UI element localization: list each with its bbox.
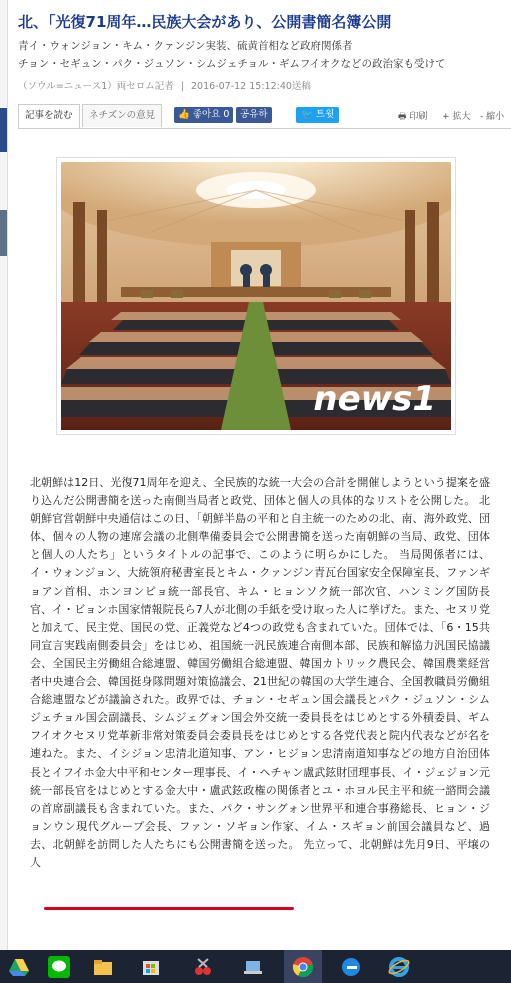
- shrink-button[interactable]: - 縮小: [480, 112, 505, 122]
- article-headline: 北、「光復71周年…民族大会があり、公開書簡名簿公開: [18, 13, 392, 31]
- assembly-hall-image: [61, 162, 451, 430]
- laptop-icon[interactable]: [242, 956, 264, 978]
- chrome-icon[interactable]: [292, 956, 314, 978]
- snipping-tool-icon[interactable]: [192, 956, 214, 978]
- windows-store-icon[interactable]: [140, 956, 162, 978]
- tweet-button[interactable]: [296, 107, 339, 123]
- minus-icon: -: [480, 112, 484, 122]
- edge-icon[interactable]: [340, 956, 362, 978]
- tweet-label: 트윗: [315, 109, 335, 120]
- thumbs-up-icon: 👍: [178, 109, 190, 120]
- enlarge-button[interactable]: + 拡大: [442, 112, 471, 122]
- google-drive-icon[interactable]: [8, 956, 30, 978]
- article-toolbar: [18, 104, 511, 129]
- article-source: （ソウル=ニュース1）両セロム記者: [18, 81, 174, 92]
- like-label: 좋아요 0: [192, 109, 230, 120]
- internet-explorer-icon[interactable]: [388, 956, 410, 978]
- highlight-underline: [44, 907, 294, 910]
- facebook-like-button[interactable]: [174, 107, 233, 123]
- meta-separator: |: [180, 81, 184, 92]
- sidebar-thumbnail[interactable]: [0, 210, 7, 256]
- news1-watermark: news1: [313, 379, 436, 419]
- file-explorer-icon[interactable]: [92, 956, 114, 978]
- article-subheadline: チョン・セギュン・パク・ジュソン・シムジェチョル・ギムフイオクなどの政治家も受けて: [18, 58, 446, 70]
- twitter-bird-icon: 🐦: [301, 109, 313, 120]
- tab-article[interactable]: 記事を読む: [18, 104, 80, 128]
- article-timestamp: 2016-07-12 15:12:40送稿: [191, 81, 311, 92]
- line-icon[interactable]: [48, 956, 70, 978]
- article-body: 北朝鮮は12日、光復71周年を迎え、全民族的な統一大会の合計を開催しようという提案を盛り込んだ公開書簡を送った南側当局者と政党、団体と個人の具体的なリストを公開した。 北朝鮮官営朝鮮中央通信はこの日、「朝鮮半島の平和と自主統一のための北、南、海外政党、団体、個々の人物の連席会議の北側準備委員会で公開書簡を送った南朝鮮の当局、政党、団体と個人の人たち」というタイトルの記事で、このように明らかにした。 当局関係者には、イ・ウォンジョン、大統領府秘書室長とキム・クァンジン青瓦台国家安全保障室長、ファンギョアン首相、ホンヨンピョ統一部長官、キム・ヒョンソク統一部次官、ハンミング国防長官、イ・ビョンホ国家情報院長ら7人が北側の手紙を受け取った人に挙げた。また、セヌリ党と加えて、民主党、国民の党、正義党など4つの政党も含まれていた。団体では、「6・15共同宣言実践南側委員会」をはじめ、祖国統一汎民族連合南側本部、民族和解協力汎国民協議会、全国民主労働組合総連盟、韓国労働組合総連盟、韓国カトリック農民会、韓国農業経営者中央連合会、韓国挺身隊問題対策協議会、21世紀の韓国の大学生連合、全国教職員労働組合総連盟などが議論された。政界では、チョン・セギュン国会議長とパク・ジュソン・シムジェチョル国会副議長、シムジェグォン国会外交統一委員長をはじめとする外積委員、ギムフイオクセヌリ党革新非常対策委員会委員長をはじめとする各党代表と院内代表などが名を連ねた。また、イシジョン忠清北道知事、アン・ヒジョン忠清南道知事などの地方自治団体長とイフイホ金大中平和センター理事長、イ・ヘチャン盧武鉉財団理事長、イ・ジェジョン元統一部長官をはじめとする金大中・盧武鉉政権の関係者とユ・ホヨル民主平和統一諮問会議の首席副議長も含まれていた。また、パク・サングォン世界平和連合事務総長、ヒョン・ジョンウン現代グループ会長、ファン・ソギョン作家、イム・スギョン前国会議員など、過去、北朝鮮を訪問した人たちにも公開書簡を送った。 先立って、北朝鮮は先月9日、平壌の人: [30, 476, 490, 869]
- sidebar-thumbnail[interactable]: [0, 108, 7, 152]
- printer-icon: 🖶: [398, 112, 407, 122]
- article-photo: [56, 157, 456, 435]
- article-subheadline: 青イ・ウォンジョン・キム・クァンジン実装、硫黄首相など政府関係者: [18, 40, 353, 52]
- print-button[interactable]: 🖶 印刷: [398, 112, 428, 122]
- facebook-share-button[interactable]: 공유하: [236, 107, 272, 123]
- tab-comments[interactable]: ネチズンの意見: [82, 104, 162, 127]
- left-sidebar-strip: [0, 0, 8, 950]
- article-meta: [18, 78, 315, 92]
- windows-taskbar: [0, 950, 511, 983]
- plus-icon: +: [442, 112, 450, 122]
